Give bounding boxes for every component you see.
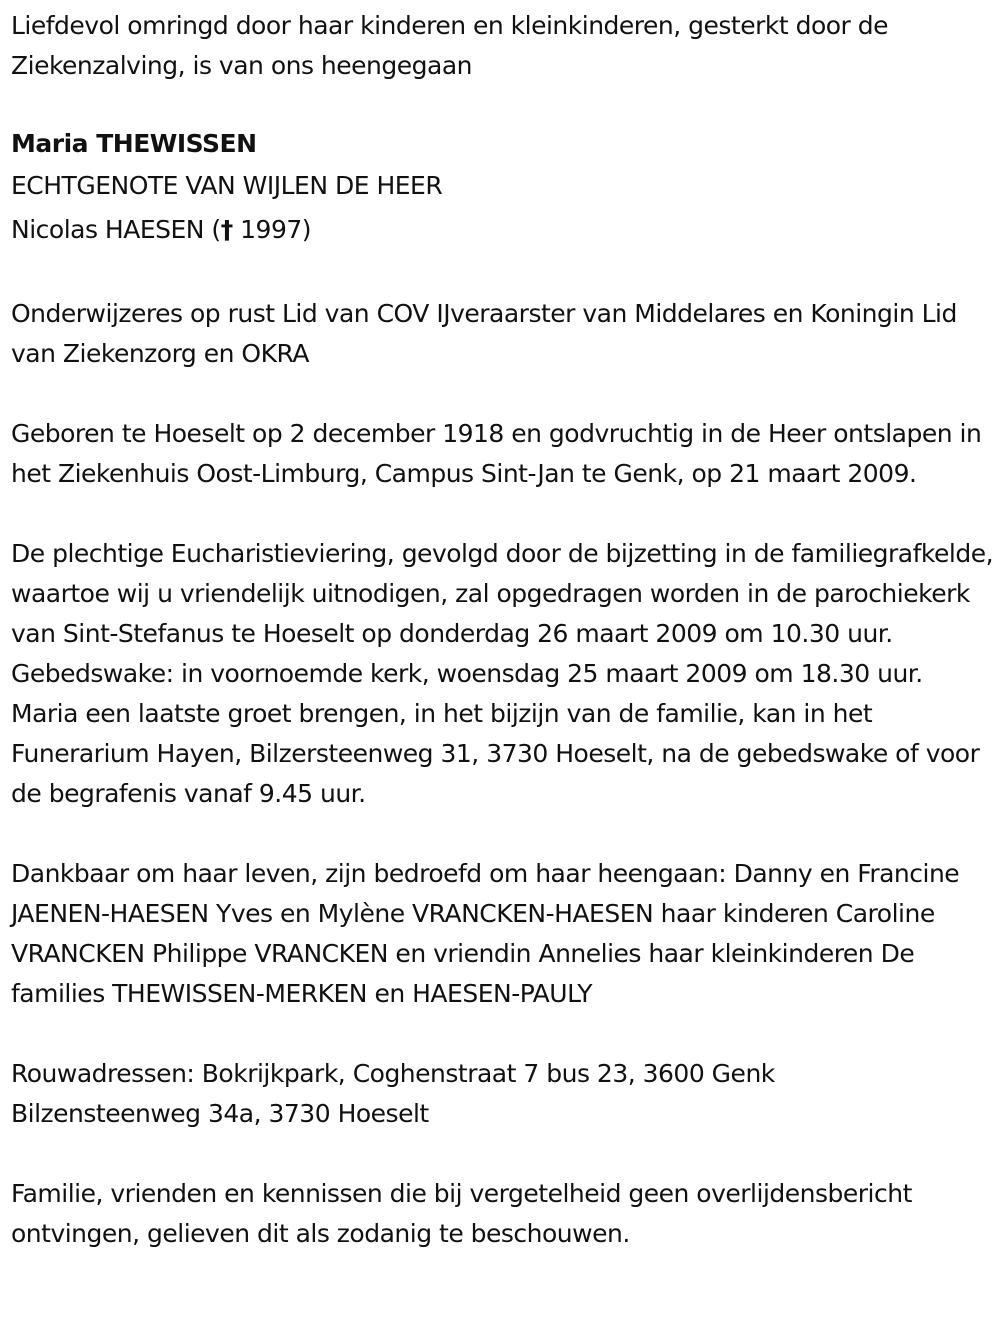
ceremony-paragraph: De plechtige Eucharistieviering, gevolgd door de bijzetting in de familiegrafkelde, waartoe wij u vriendelijk uitnodigen, zal opgedragen worden in de parochiekerk van Sint-Stefanus te Hoeselt op donderdag 26 maart 2009 om 10.30 uur. Gebedswake: in voornoemde kerk, woensdag 25 maart 2009 om 18.30 uur. Maria een laatste groet brengen, in het bijzijn van de familie, kan in het Funerarium Hayen, Bilzersteenweg 31, 3730 Hoeselt, na de gebedswake of voor de begrafenis vanaf 9.45 uur.: [11, 539, 994, 808]
deceased-name: Maria THEWISSEN: [11, 129, 257, 158]
closing-paragraph: Familie, vrienden en kennissen die bij vergetelheid geen overlijdensbericht ontvingen, gelieven dit als zodanig te beschouwen.: [11, 1179, 912, 1248]
occupation-paragraph: Onderwijzeres op rust Lid van COV IJveraarster van Middelares en Koningin Lid van Ziekenzorg en OKRA: [11, 299, 957, 368]
spouse-name: Nicolas HAESEN (: [11, 215, 221, 244]
intro-paragraph: Liefdevol omringd door haar kinderen en kleinkinderen, gesterkt door de Ziekenzalving, is van ons heengegaan: [11, 11, 889, 80]
address-line-1: Rouwadressen: Bokrijkpark, Coghenstraat 7 bus 23, 3600 Genk: [11, 1059, 775, 1088]
obituary-document: [11, 6, 996, 1254]
spouse-year: 1997): [232, 215, 312, 244]
relation-line: ECHTGENOTE VAN WIJLEN DE HEER: [11, 171, 443, 200]
address-line-2: Bilzensteenweg 34a, 3730 Hoeselt: [11, 1099, 429, 1128]
spouse-line: [11, 206, 996, 254]
birth-death-paragraph: Geboren te Hoeselt op 2 december 1918 en godvruchtig in de Heer ontslapen in het Ziekenhuis Oost-Limburg, Campus Sint-Jan te Genk, op 21 maart 2009.: [11, 419, 982, 488]
cross-icon: †: [220, 215, 233, 244]
mourners-paragraph: Dankbaar om haar leven, zijn bedroefd om haar heengaan: Danny en Francine JAENEN-HAESEN Yves en Mylène VRANCKEN-HAESEN haar kinderen Caroline VRANCKEN Philippe VRANCKEN en vriendin Annelies haar kleinkinderen De families THEWISSEN-MERKEN en HAESEN-PAULY: [11, 859, 960, 1008]
